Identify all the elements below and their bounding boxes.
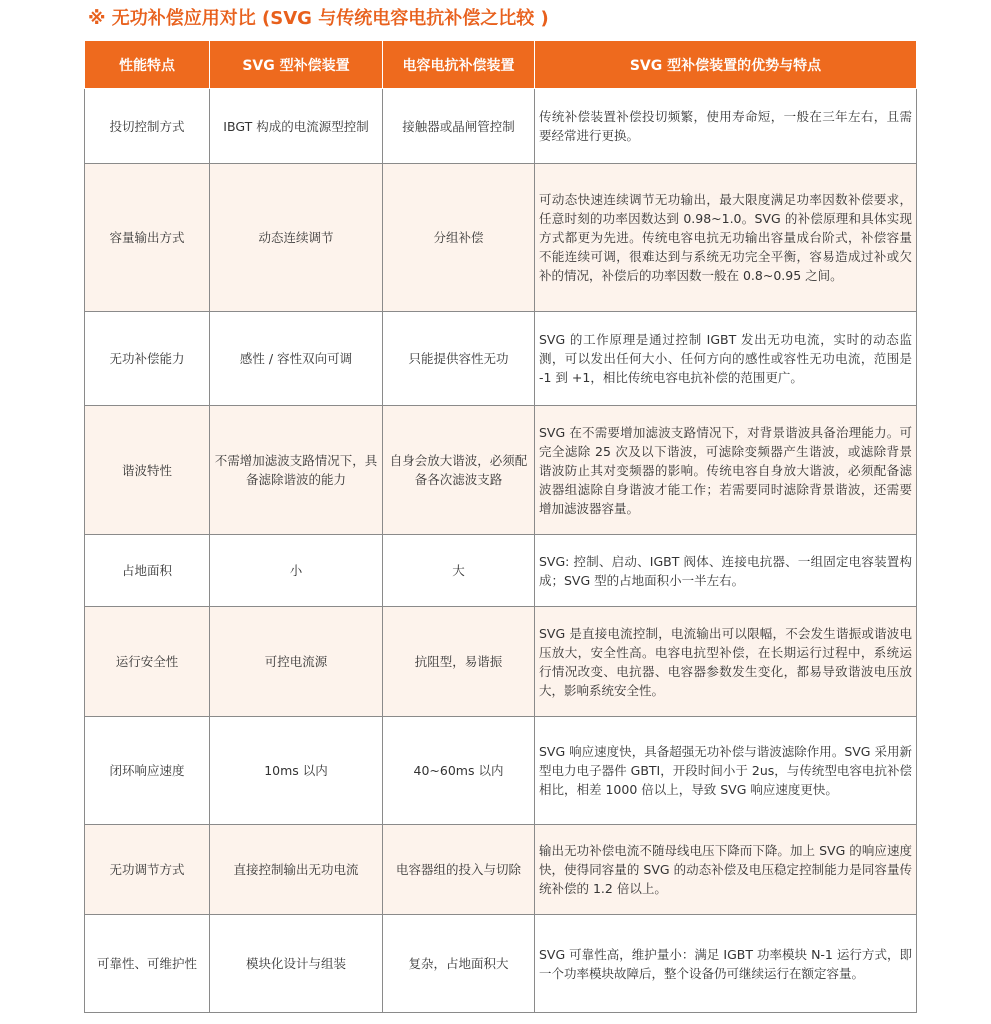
cell-advantage: SVG: 控制、启动、IGBT 阀体、连接电抗器、一组固定电容装置构成；SVG 型的占地面积小一半左右。 [535, 535, 917, 607]
cell-feature: 可靠性、可维护性 [85, 915, 210, 1013]
cell-cap: 电容器组的投入与切除 [383, 825, 535, 915]
table-row [85, 825, 917, 915]
table-row [85, 535, 917, 607]
cell-cap: 自身会放大谐波，必须配备各次滤波支路 [383, 406, 535, 535]
cell-advantage: 可动态快速连续调节无功输出，最大限度满足功率因数补偿要求，任意时刻的功率因数达到 0.98~1.0。SVG 的补偿原理和具体实现方式都更为先进。传统电容电抗无功输出容量成台阶式，补偿容量不能连续可调，很难达到与系统无功完全平衡，容易造成过补或欠补的情况，补偿后的功率因数一般在 0.8~0.95 之间。 [535, 164, 917, 312]
cell-advantage: SVG 的工作原理是通过控制 IGBT 发出无功电流，实时的动态监测，可以发出任何大小、任何方向的感性或容性无功电流，范围是 -1 到 +1，相比传统电容电抗补偿的范围更广。 [535, 312, 917, 406]
cell-feature: 占地面积 [85, 535, 210, 607]
cell-svg: 直接控制输出无功电流 [210, 825, 383, 915]
cell-svg: 动态连续调节 [210, 164, 383, 312]
cell-cap: 接触器或晶闸管控制 [383, 89, 535, 164]
cell-cap: 分组补偿 [383, 164, 535, 312]
cell-svg: 可控电流源 [210, 607, 383, 717]
cell-advantage: SVG 在不需要增加滤波支路情况下，对背景谐波具备治理能力。可完全滤除 25 次及以下谐波，可滤除变频器产生谐波，或滤除背景谐波防止其对变频器的影响。传统电容自身放大谐波，必须配备滤波器组滤除自身谐波才能工作；若需要同时滤除背景谐波，还需要增加滤波器容量。 [535, 406, 917, 535]
cell-feature: 投切控制方式 [85, 89, 210, 164]
cell-advantage: SVG 是直接电流控制，电流输出可以限幅，不会发生谐振或谐波电压放大，安全性高。电容电抗型补偿，在长期运行过程中，系统运行情况改变、电抗器、电容器参数发生变化，都易导致谐波电压放大，影响系统安全性。 [535, 607, 917, 717]
cell-advantage: 输出无功补偿电流不随母线电压下降而下降。加上 SVG 的响应速度快，使得同容量的 SVG 的动态补偿及电压稳定控制能力是同容量传统补偿的 1.2 倍以上。 [535, 825, 917, 915]
cell-feature: 无功调节方式 [85, 825, 210, 915]
table-row [85, 312, 917, 406]
table-row [85, 717, 917, 825]
table-row [85, 607, 917, 717]
table-row [85, 406, 917, 535]
header-svg-device: SVG 型补偿装置 [210, 41, 383, 89]
cell-cap: 复杂，占地面积大 [383, 915, 535, 1013]
cell-feature: 容量输出方式 [85, 164, 210, 312]
cell-feature: 无功补偿能力 [85, 312, 210, 406]
table-row [85, 89, 917, 164]
cell-svg: IBGT 构成的电流源型控制 [210, 89, 383, 164]
header-feature: 性能特点 [85, 41, 210, 89]
cell-feature: 谐波特性 [85, 406, 210, 535]
header-advantages: SVG 型补偿装置的优势与特点 [535, 41, 917, 89]
cell-cap: 大 [383, 535, 535, 607]
cell-svg: 模块化设计与组装 [210, 915, 383, 1013]
cell-cap: 抗阻型，易谐振 [383, 607, 535, 717]
table-row [85, 164, 917, 312]
header-capacitor-device: 电容电抗补偿装置 [383, 41, 535, 89]
cell-advantage: 传统补偿装置补偿投切频繁，使用寿命短，一般在三年左右，且需要经常进行更换。 [535, 89, 917, 164]
cell-advantage: SVG 响应速度快，具备超强无功补偿与谐波滤除作用。SVG 采用新型电力电子器件 GBTI，开段时间小于 2us，与传统型电容电抗补偿相比，相差 1000 倍以上，导致 SVG 响应速度更快。 [535, 717, 917, 825]
cell-svg: 小 [210, 535, 383, 607]
cell-advantage: SVG 可靠性高，维护量小：满足 IGBT 功率模块 N-1 运行方式，即一个功率模块故障后，整个设备仍可继续运行在额定容量。 [535, 915, 917, 1013]
table-row [85, 915, 917, 1013]
cell-svg: 感性 / 容性双向可调 [210, 312, 383, 406]
cell-svg: 不需增加滤波支路情况下，具备滤除谐波的能力 [210, 406, 383, 535]
comparison-table [84, 40, 917, 1013]
page-title: ※ 无功补偿应用对比 (SVG 与传统电容电抗补偿之比较 ) [88, 8, 549, 29]
cell-feature: 运行安全性 [85, 607, 210, 717]
table-header-row [85, 41, 917, 89]
cell-svg: 10ms 以内 [210, 717, 383, 825]
cell-cap: 只能提供容性无功 [383, 312, 535, 406]
cell-feature: 闭环响应速度 [85, 717, 210, 825]
cell-cap: 40~60ms 以内 [383, 717, 535, 825]
